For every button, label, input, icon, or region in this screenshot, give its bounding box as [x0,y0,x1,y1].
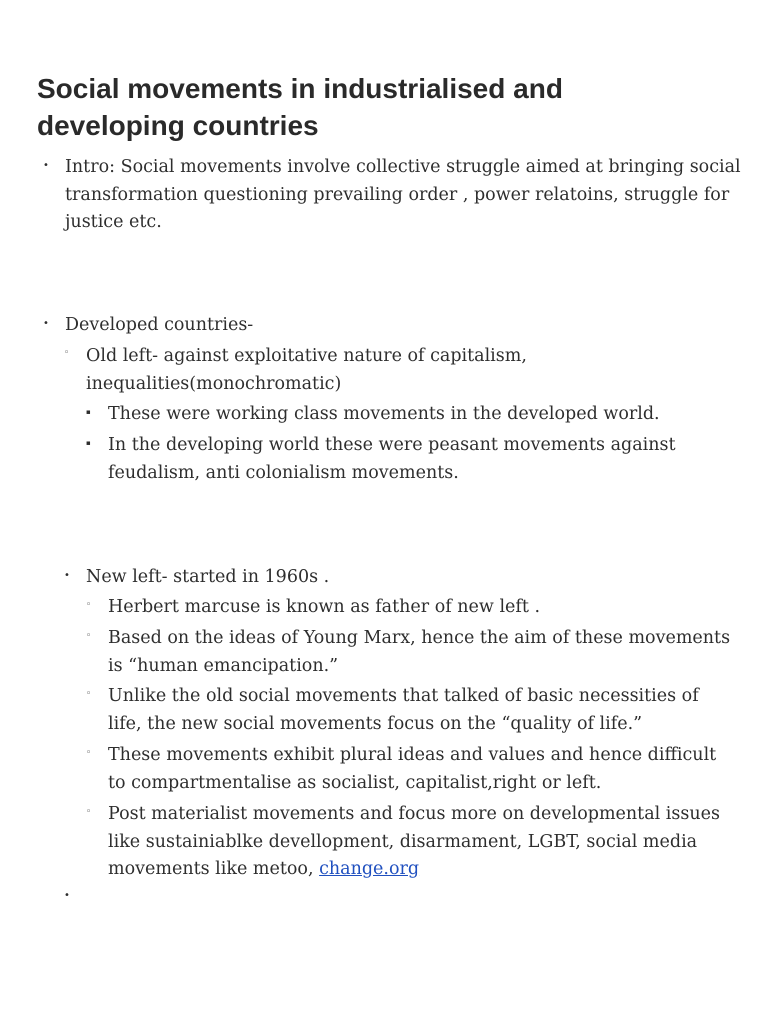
intro-text: Intro: Social movements involve collective struggle aimed at bringing social transformation questioning prevailing order , power relatoins, struggle for justice etc. [65,157,741,232]
new-left-point [108,801,733,884]
bullet-square: ▪ [86,408,91,416]
bullet-circle: ◦ [86,689,92,699]
bullet-disc: • [43,318,49,329]
change-org-link[interactable]: change.org [319,859,420,879]
bullet-disc: • [64,570,70,581]
bullet-circle: ◦ [86,748,92,758]
new-left-point: Herbert marcuse is known as father of new left . [108,597,541,617]
bullet-circle: ◦ [86,631,92,641]
old-left-text: Old left- against exploitative nature of capitalism, inequalities(monochromatic) [86,346,527,394]
developed-countries-heading: Developed countries- [65,315,254,335]
bullet-circle: ◦ [86,807,92,817]
new-left-point: These movements exhibit plural ideas and values and hence difficult to compartmentalise as socialist, capitalist,right or left. [108,745,717,793]
new-left-text: New left- started in 1960s . [86,567,330,587]
new-left-point: Based on the ideas of Young Marx, hence the aim of these movements is “human emancipation.” [108,628,731,676]
empty-bullet: • [64,890,70,901]
new-left-point: Unlike the old social movements that talked of basic necessities of life, the new social movements focus on the “quality of life.” [108,686,699,734]
bullet-circle: ◦ [86,600,92,610]
page-title: Social movements in industrialised and developing countries [37,73,563,141]
bullet-square: ▪ [86,439,91,447]
old-left-point: In the developing world these were peasant movements against feudalism, anti colonialism movements. [108,435,676,483]
new-left-point-text: Post materialist movements and focus more on developmental issues like sustainiablke devellopment, disarmament, LGBT, social media movements like metoo, [108,804,720,879]
bullet-circle: ◦ [64,348,70,358]
old-left-point: These were working class movements in the developed world. [108,404,660,424]
bullet-disc: • [43,160,49,171]
